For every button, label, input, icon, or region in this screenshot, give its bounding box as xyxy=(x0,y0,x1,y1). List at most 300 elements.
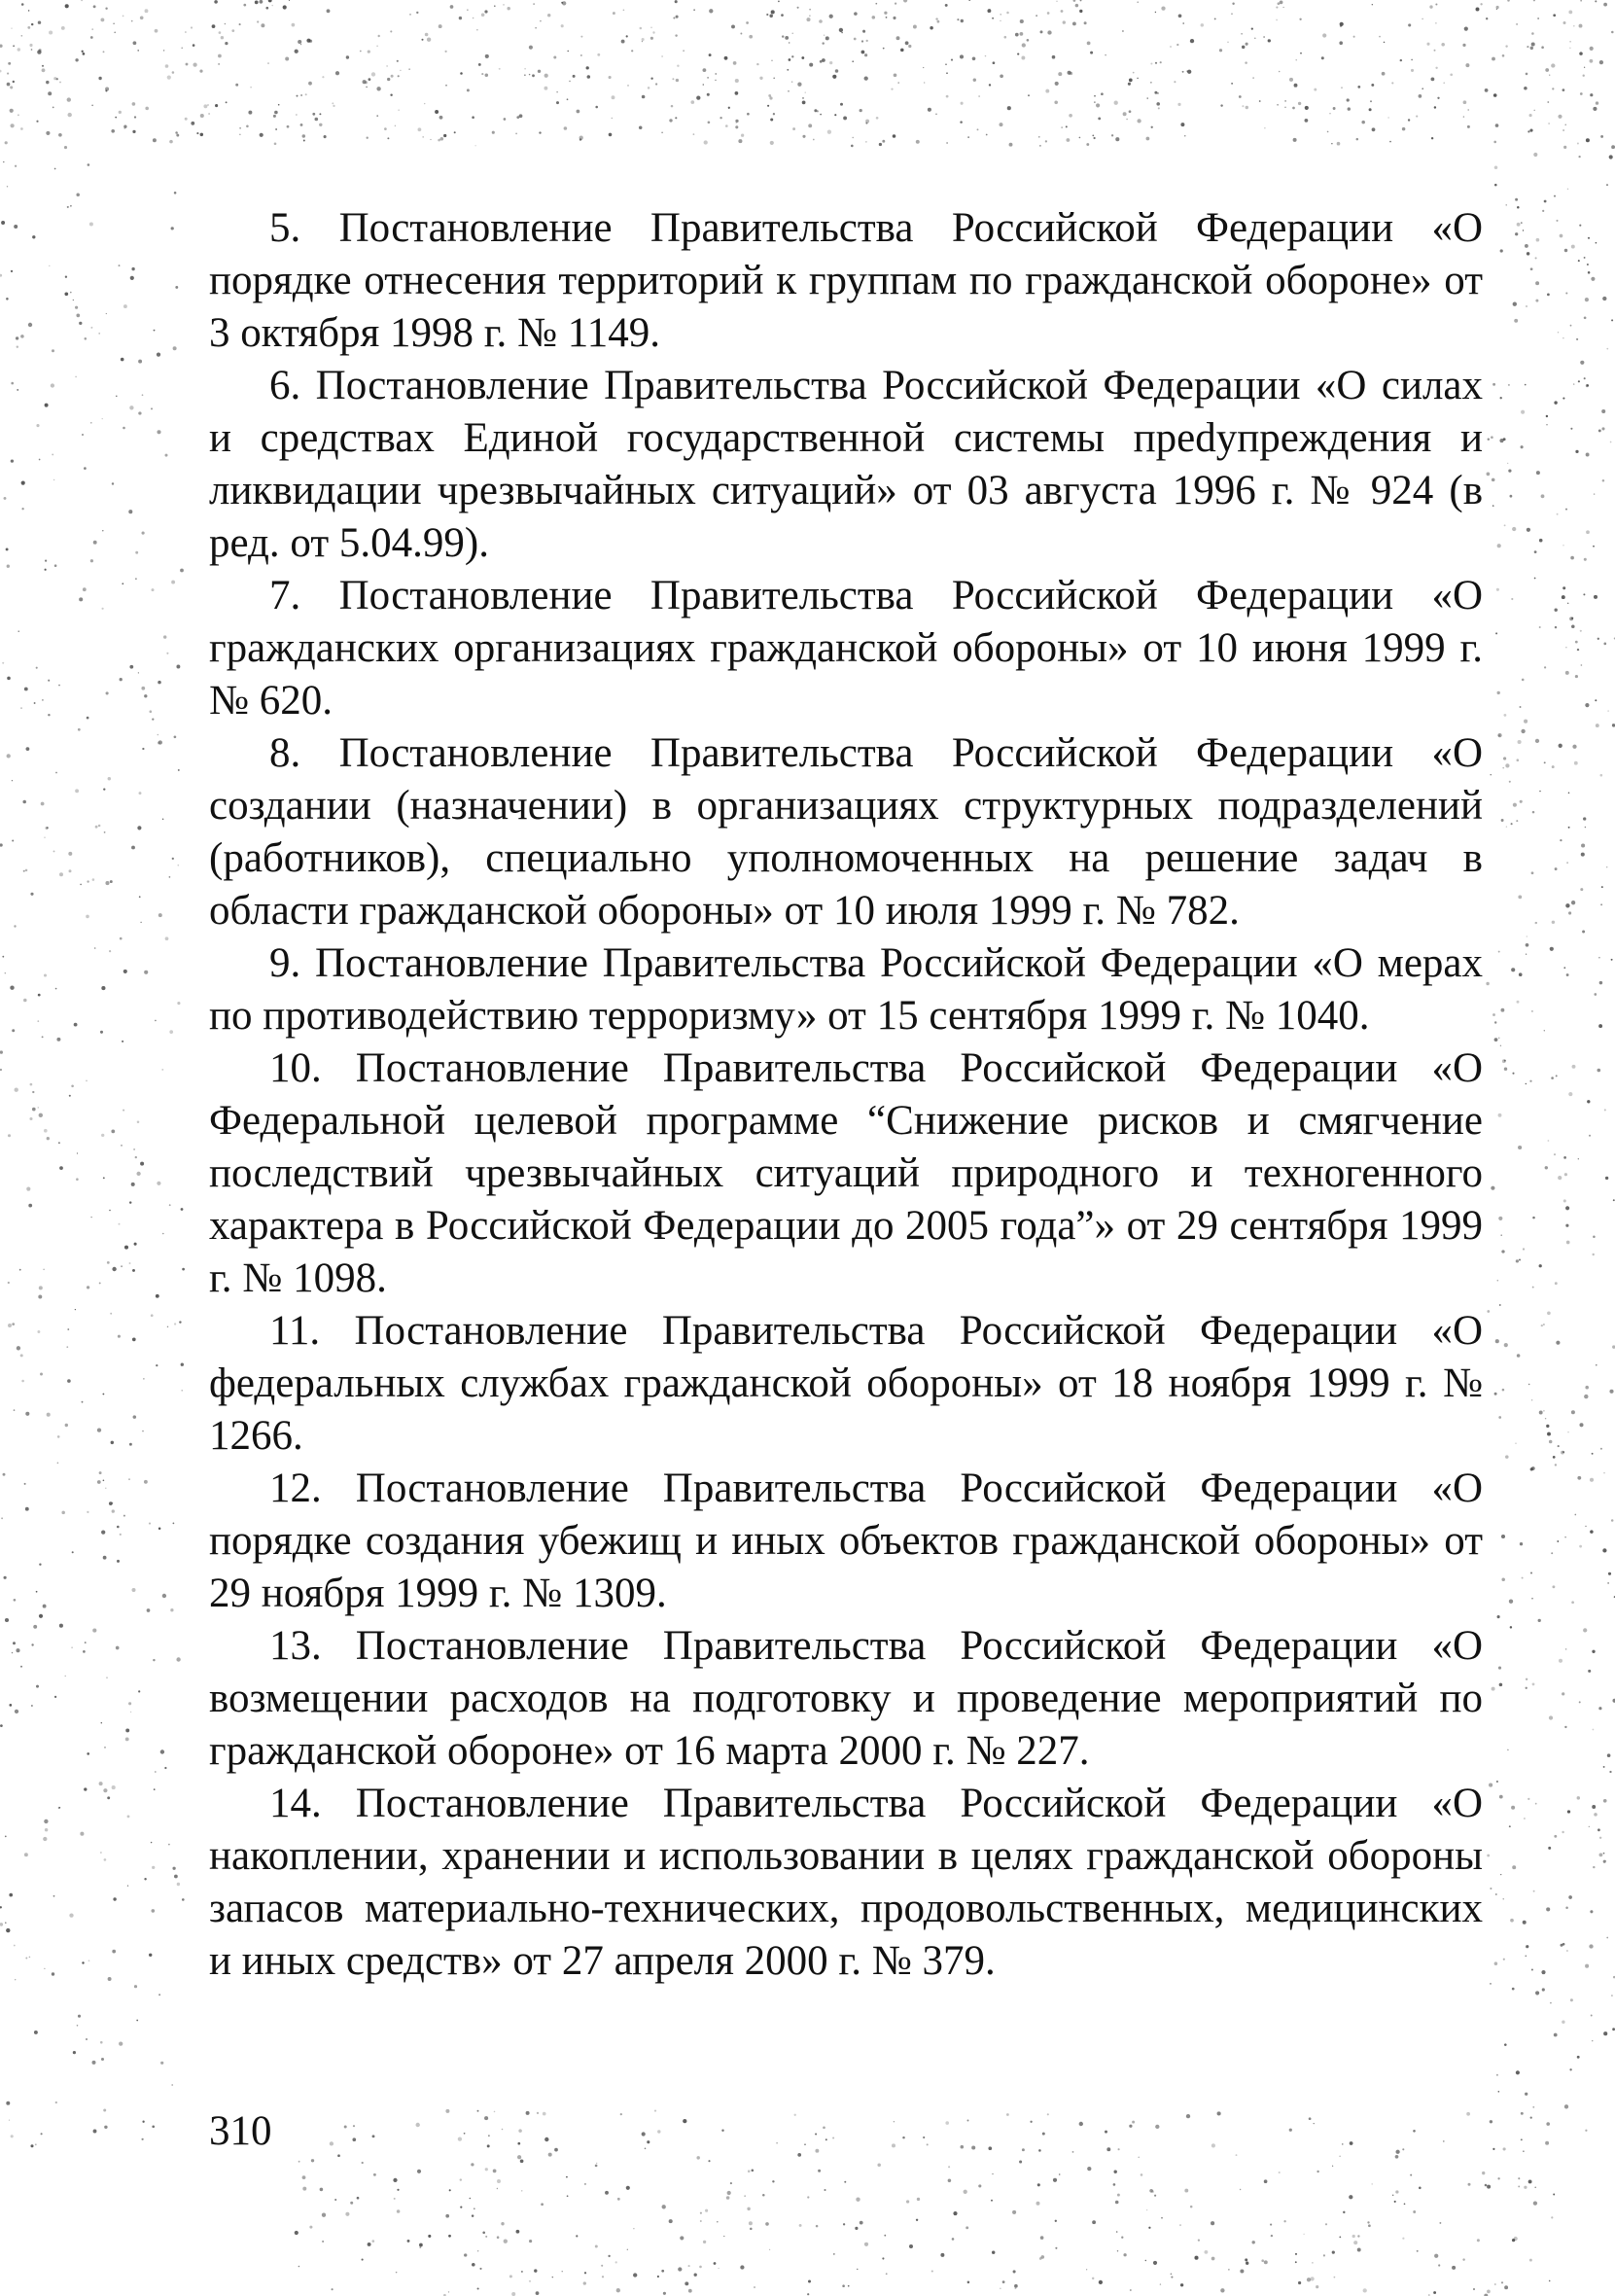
speckle xyxy=(515,132,517,134)
speckle xyxy=(1530,1572,1532,1573)
speckle xyxy=(38,20,41,23)
speckle xyxy=(1534,2186,1536,2188)
speckle xyxy=(1515,198,1518,201)
speckle xyxy=(297,95,298,97)
speckle xyxy=(18,114,19,116)
speckle xyxy=(946,95,949,98)
speckle xyxy=(474,145,475,146)
speckle xyxy=(1563,1156,1566,1159)
speckle xyxy=(650,78,652,80)
speckle xyxy=(1021,56,1025,60)
speckle xyxy=(20,707,22,709)
speckle xyxy=(29,1957,31,1959)
speckle xyxy=(1556,1341,1560,1345)
speckle xyxy=(708,2160,710,2162)
speckle xyxy=(70,292,72,294)
speckle xyxy=(6,1928,10,1932)
speckle xyxy=(174,192,177,194)
speckle xyxy=(97,1428,101,1431)
speckle xyxy=(285,57,289,61)
speckle xyxy=(1562,398,1564,400)
speckle xyxy=(322,76,324,78)
speckle xyxy=(1503,1959,1505,1960)
speckle xyxy=(335,71,339,75)
speckle xyxy=(161,1069,163,1071)
speckle xyxy=(1220,104,1222,106)
speckle xyxy=(1123,112,1127,116)
speckle xyxy=(1533,1890,1535,1892)
speckle xyxy=(1047,12,1050,15)
speckle xyxy=(1284,107,1285,108)
speckle xyxy=(130,1712,131,1713)
speckle xyxy=(112,1267,116,1271)
speckle xyxy=(1592,1254,1594,1255)
speckle xyxy=(169,876,171,878)
speckle xyxy=(393,2178,397,2182)
speckle xyxy=(1552,88,1554,89)
speckle xyxy=(42,68,46,72)
speckle xyxy=(1121,2237,1123,2239)
speckle xyxy=(75,789,79,793)
speckle xyxy=(601,2265,603,2267)
speckle xyxy=(363,80,367,84)
speckle xyxy=(785,36,789,40)
speckle xyxy=(726,2196,730,2200)
speckle xyxy=(1252,77,1254,79)
speckle xyxy=(533,3,534,4)
speckle xyxy=(40,1373,43,1376)
speckle xyxy=(1532,811,1535,814)
speckle xyxy=(1276,7,1278,9)
speckle xyxy=(75,376,77,378)
speckle xyxy=(0,843,3,846)
speckle xyxy=(332,102,334,104)
speckle xyxy=(552,2277,553,2278)
speckle xyxy=(676,79,679,82)
speckle xyxy=(257,20,259,22)
speckle xyxy=(769,96,772,99)
speckle xyxy=(485,2236,487,2238)
speckle xyxy=(44,1129,48,1133)
speckle xyxy=(59,1624,63,1628)
speckle xyxy=(675,0,678,3)
speckle xyxy=(1411,69,1414,72)
speckle xyxy=(31,49,33,51)
speckle xyxy=(132,102,136,106)
speckle xyxy=(1494,184,1497,187)
speckle xyxy=(1295,2253,1297,2255)
speckle xyxy=(390,30,392,32)
speckle xyxy=(48,680,50,682)
speckle xyxy=(1526,73,1528,76)
speckle xyxy=(650,26,652,28)
speckle xyxy=(1549,2280,1551,2282)
speckle xyxy=(165,64,169,68)
speckle xyxy=(1491,1186,1494,1190)
speckle xyxy=(151,1314,154,1317)
speckle xyxy=(781,14,784,17)
speckle xyxy=(1105,2131,1107,2134)
speckle xyxy=(121,358,124,362)
speckle xyxy=(540,20,542,22)
speckle xyxy=(1525,384,1527,386)
speckle xyxy=(854,12,858,16)
speckle xyxy=(171,227,174,230)
speckle xyxy=(1022,2148,1025,2151)
speckle xyxy=(1132,2121,1135,2124)
speckle xyxy=(1532,2106,1534,2108)
speckle xyxy=(1609,1390,1613,1394)
speckle xyxy=(688,2265,690,2267)
speckle xyxy=(20,1666,22,1668)
list-item: 10. Постановление Правительства Российской Федерации «О Федеральной целевой программе “Снижение рисков и смягчение последствий чрезвычайных ситуаций природного и техногенного характера в Российской Федерации до 2005 года”» от 29 сентября 1999 г. № 1098. xyxy=(209,1045,1483,1301)
speckle xyxy=(1514,319,1518,323)
speckle xyxy=(696,95,700,99)
speckle xyxy=(1559,1659,1562,1663)
speckle xyxy=(945,63,946,64)
speckle xyxy=(302,134,305,137)
speckle xyxy=(1394,2201,1396,2203)
speckle xyxy=(808,124,812,127)
speckle xyxy=(1607,1582,1609,1584)
speckle xyxy=(26,747,30,751)
speckle xyxy=(268,0,272,2)
speckle xyxy=(196,132,198,134)
speckle xyxy=(1340,22,1344,26)
speckle xyxy=(298,40,301,44)
speckle xyxy=(1099,2280,1103,2284)
speckle xyxy=(67,1379,71,1383)
speckle xyxy=(1546,1907,1550,1911)
speckle xyxy=(612,118,613,119)
speckle xyxy=(494,5,496,7)
speckle xyxy=(172,71,175,74)
speckle xyxy=(29,44,32,47)
speckle xyxy=(1499,439,1503,442)
speckle xyxy=(672,78,674,80)
speckle xyxy=(1533,153,1537,157)
speckle xyxy=(1589,1135,1591,1137)
speckle xyxy=(58,685,60,687)
speckle xyxy=(1080,0,1082,1)
speckle xyxy=(661,55,663,57)
speckle xyxy=(100,2041,103,2044)
speckle xyxy=(744,2195,746,2197)
speckle xyxy=(1579,1423,1583,1427)
speckle xyxy=(1027,39,1030,42)
speckle xyxy=(144,694,147,697)
speckle xyxy=(1586,384,1589,387)
speckle xyxy=(1518,896,1522,900)
speckle xyxy=(1512,527,1516,531)
speckle xyxy=(913,25,917,29)
speckle xyxy=(776,2142,778,2144)
speckle xyxy=(1535,1991,1539,1995)
speckle xyxy=(1510,495,1513,498)
speckle xyxy=(98,333,100,335)
speckle xyxy=(707,77,709,79)
speckle xyxy=(703,84,705,86)
speckle xyxy=(1177,103,1180,106)
speckle xyxy=(44,973,47,976)
speckle xyxy=(1002,2280,1005,2283)
speckle xyxy=(951,59,953,61)
speckle xyxy=(802,97,804,99)
speckle xyxy=(107,1796,110,1799)
speckle xyxy=(1578,1158,1579,1159)
speckle xyxy=(83,53,86,55)
speckle xyxy=(1037,2183,1040,2186)
speckle xyxy=(1597,1069,1600,1073)
speckle xyxy=(303,140,305,142)
speckle xyxy=(1361,121,1365,124)
speckle xyxy=(11,382,14,385)
speckle xyxy=(99,1471,102,1474)
speckle xyxy=(409,14,410,15)
speckle xyxy=(1493,93,1497,97)
speckle xyxy=(1531,1968,1533,1970)
speckle xyxy=(987,9,991,13)
speckle xyxy=(1402,2148,1404,2150)
speckle xyxy=(1575,450,1578,453)
speckle xyxy=(1211,2221,1214,2225)
speckle xyxy=(1585,1964,1589,1968)
speckle xyxy=(605,2191,609,2195)
speckle xyxy=(394,2198,396,2200)
speckle xyxy=(579,136,583,140)
speckle xyxy=(80,1832,84,1836)
speckle xyxy=(178,769,180,771)
speckle xyxy=(609,133,613,137)
speckle xyxy=(1599,774,1602,777)
speckle xyxy=(1039,2257,1042,2260)
speckle xyxy=(11,270,13,272)
speckle xyxy=(1547,294,1550,297)
speckle xyxy=(21,508,23,510)
speckle xyxy=(129,1262,131,1264)
speckle xyxy=(1490,1983,1492,1985)
speckle xyxy=(595,2165,598,2168)
speckle xyxy=(12,1029,15,1032)
speckle xyxy=(1548,1140,1550,1142)
speckle xyxy=(24,1483,26,1485)
speckle xyxy=(884,2235,886,2237)
speckle xyxy=(93,5,96,8)
speckle xyxy=(829,61,832,64)
speckle xyxy=(1417,2250,1419,2252)
speckle xyxy=(1178,14,1182,18)
speckle xyxy=(1511,1806,1515,1810)
speckle xyxy=(633,2273,637,2277)
speckle xyxy=(398,109,400,111)
speckle xyxy=(1568,911,1571,914)
speckle xyxy=(567,51,568,52)
speckle xyxy=(778,1,780,3)
speckle xyxy=(648,87,650,89)
speckle xyxy=(8,1282,10,1284)
speckle xyxy=(101,1134,104,1137)
speckle xyxy=(1435,22,1436,23)
speckle xyxy=(77,2025,79,2027)
speckle xyxy=(1556,1075,1558,1077)
speckle xyxy=(1507,463,1508,464)
speckle xyxy=(1562,1831,1563,1833)
speckle xyxy=(1539,626,1541,628)
speckle xyxy=(1490,1888,1492,1890)
speckle xyxy=(84,1787,87,1790)
speckle xyxy=(1368,2224,1371,2227)
speckle xyxy=(104,2126,107,2129)
speckle xyxy=(428,2235,431,2238)
speckle xyxy=(1500,1045,1501,1046)
speckle xyxy=(20,1354,23,1357)
speckle xyxy=(448,2235,451,2238)
speckle xyxy=(1061,126,1063,128)
speckle xyxy=(1277,104,1279,106)
speckle xyxy=(1555,1464,1557,1466)
speckle xyxy=(773,78,775,80)
speckle xyxy=(1549,1715,1553,1719)
speckle xyxy=(852,60,854,62)
speckle xyxy=(788,90,790,92)
speckle xyxy=(1,221,5,225)
speckle xyxy=(1357,86,1360,88)
speckle xyxy=(460,2178,462,2180)
speckle xyxy=(1594,993,1597,996)
speckle xyxy=(1591,2015,1593,2017)
speckle xyxy=(1349,2195,1352,2199)
speckle xyxy=(1565,647,1566,648)
speckle xyxy=(1182,71,1184,73)
speckle xyxy=(106,313,107,314)
speckle xyxy=(1467,125,1470,128)
speckle xyxy=(54,1696,56,1698)
list-item: 12. Постановление Правительства Российской Федерации «О порядке создания убежищ и иных объектов гражданской обороны» от 29 ноября 1999 г. № 1309. xyxy=(209,1466,1483,1616)
speckle xyxy=(181,1390,182,1391)
speckle xyxy=(1322,33,1326,37)
speckle xyxy=(1214,18,1216,19)
speckle xyxy=(1512,1865,1516,1869)
speckle xyxy=(509,2275,512,2278)
speckle xyxy=(727,2191,731,2195)
speckle xyxy=(163,50,164,51)
speckle xyxy=(893,17,895,19)
speckle xyxy=(345,2212,349,2216)
speckle xyxy=(128,1478,130,1480)
speckle xyxy=(661,2270,664,2273)
speckle xyxy=(1334,2277,1336,2278)
speckle xyxy=(87,717,89,720)
speckle xyxy=(1116,2231,1118,2233)
speckle xyxy=(1590,1910,1593,1913)
speckle xyxy=(1584,558,1587,561)
speckle xyxy=(18,48,20,51)
speckle xyxy=(1598,429,1601,432)
speckle xyxy=(526,2111,530,2115)
speckle xyxy=(985,55,986,56)
speckle xyxy=(721,2130,723,2132)
speckle xyxy=(1510,1919,1514,1923)
speckle xyxy=(319,124,322,126)
speckle xyxy=(1040,2236,1044,2240)
speckle xyxy=(78,2015,81,2018)
speckle xyxy=(1263,36,1265,38)
speckle xyxy=(76,1178,79,1181)
speckle xyxy=(54,564,57,567)
speckle xyxy=(23,870,25,872)
speckle xyxy=(1516,2070,1520,2074)
speckle xyxy=(1435,67,1437,69)
speckle xyxy=(171,2084,173,2086)
speckle xyxy=(11,27,12,28)
speckle xyxy=(1511,823,1513,825)
speckle xyxy=(25,1958,27,1960)
speckle xyxy=(1491,436,1493,439)
speckle xyxy=(144,1878,146,1880)
speckle xyxy=(1105,54,1106,56)
speckle xyxy=(1530,267,1533,270)
speckle xyxy=(1610,442,1612,443)
speckle xyxy=(7,83,11,87)
speckle xyxy=(52,349,54,352)
speckle xyxy=(524,75,525,76)
speckle xyxy=(1526,305,1527,307)
speckle xyxy=(1129,79,1133,83)
speckle xyxy=(176,665,180,669)
speckle xyxy=(1462,2258,1464,2260)
speckle xyxy=(1572,745,1576,749)
speckle xyxy=(1117,2250,1118,2251)
speckle xyxy=(43,1269,44,1270)
speckle xyxy=(1590,1478,1594,1482)
speckle xyxy=(1170,46,1171,47)
speckle xyxy=(1500,1234,1501,1235)
speckle xyxy=(1384,42,1386,44)
speckle xyxy=(1543,1324,1545,1325)
speckle xyxy=(104,1747,106,1748)
speckle xyxy=(1072,2151,1074,2153)
speckle xyxy=(1598,1024,1602,1028)
speckle xyxy=(178,865,180,866)
speckle xyxy=(298,2266,300,2268)
speckle xyxy=(683,50,685,52)
speckle xyxy=(1529,1080,1531,1082)
speckle xyxy=(302,2175,306,2179)
speckle xyxy=(627,85,629,87)
speckle xyxy=(43,1605,47,1608)
speckle xyxy=(203,104,207,108)
speckle xyxy=(32,235,35,238)
speckle xyxy=(151,1909,155,1913)
speckle xyxy=(37,1330,40,1333)
speckle xyxy=(1079,10,1082,13)
speckle xyxy=(260,133,263,137)
speckle xyxy=(1489,1784,1492,1787)
speckle xyxy=(1003,36,1006,39)
speckle xyxy=(965,2226,968,2229)
speckle xyxy=(1537,18,1539,19)
speckle xyxy=(768,94,771,97)
speckle xyxy=(1387,117,1388,118)
speckle xyxy=(445,2109,449,2113)
speckle xyxy=(623,9,625,11)
speckle xyxy=(212,24,216,28)
speckle xyxy=(119,111,122,114)
speckle xyxy=(482,2232,485,2235)
speckle xyxy=(21,481,25,485)
speckle xyxy=(1607,1753,1611,1757)
speckle xyxy=(52,1972,54,1975)
